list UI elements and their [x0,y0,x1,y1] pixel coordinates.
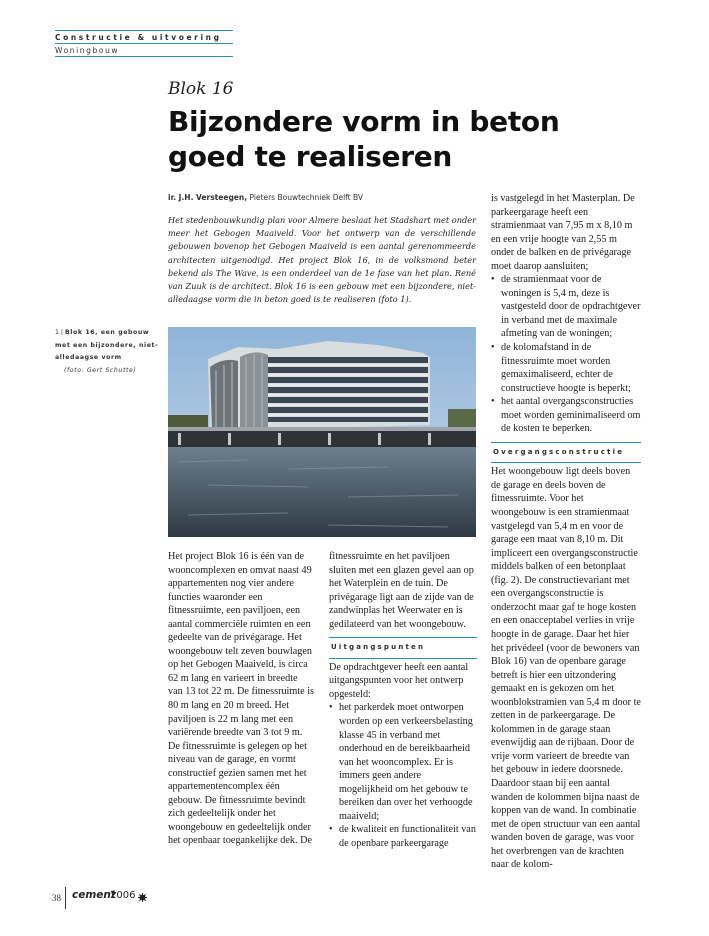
col3-paragraph-1: is vastgelegd in het Masterplan. De parkeergarage heeft een stramienmaat van 7,95 m x 8,10 m en een vrije hoogte van 2,55 m onder de balken en de privégarage moet daarop aansluiten; [491,193,635,272]
article-intro: Het stedenbouwkundig plan voor Almere beslaat het Stadshart met onder meer het Gebogen Maaiveld. Voor het ontwerp van de verschillende gebouwen bovenop het Gebogen Maaiveld is een aantal gerenommeerde architecten uitgenodigd. Het project Blok 16, in de volksmond beter bekend als The Wave, is een onderdeel van de 1e fase van het plan. René van Zuuk is de architect. Blok 16 is een gebouw met een bijzondere, niet-alledaagse vorm die in beton goed is te realiseren (foto 1). [168,215,476,305]
magazine-name: cement [72,889,116,901]
col2-paragraph-1: fitnessruimte en het paviljoen sluiten met een glazen gevel aan op het Waterplein en de tuin. De privégarage ligt aan de zijde van de zandwinplas het Weerwater en is gedilateerd van het woongebouw. [329,551,474,630]
magazine-logo-icon [138,893,147,902]
list-item: • het aantal overgangsconstructies moet worden geminimaliseerd om de kosten te beperken. [491,395,641,436]
body-column-2 [329,550,477,850]
list-item: • de kwaliteit en functionaliteit van de openbare parkeergarage [329,823,477,850]
author-name: ir. J.H. Versteegen, [168,193,248,202]
article-byline [168,193,363,202]
photo-credit: (foto: Gert Schutte) [64,366,137,374]
header-rule-top [55,30,233,31]
magazine-year: 2006 [110,890,136,901]
article-title-line-1: Bijzondere vorm in beton [168,105,560,138]
building-photo [168,327,476,537]
author-organization: Pieters Bouwtechniek Delft BV [249,193,364,202]
col3-bullet-list [491,273,641,436]
col1-paragraph-1: Het project Blok 16 is één van de wooncomplexen en omvat naast 49 appartementen nog vier andere functies waaronder een fitnessruimte, een paviljoen, een aantal commerciële ruimten en een gedeelte van de privégarage. Het woongebouw telt zeven bouwlagen op het Gebogen Maaiveld, is circa 62 m lang en varieert in breedte van 13 tot 22 m. De fitnessruimte is 80 m lang en 20 m breed. Het paviljoen is 22 m lang met een variërende breedte van 3 tot 9 m. [168,551,315,739]
section-label: Constructie & uitvoering [55,33,222,42]
subhead-uitgangspunten: Uitgangspunten [329,637,477,659]
subhead-overgangsconstructie: Overgangsconstructie [491,442,641,464]
col2-bullet-list [329,701,477,850]
article-series: Blok 16 [168,79,234,99]
photo-caption [55,327,160,377]
subsection-label: Woningbouw [55,46,120,55]
page-number: 38 [52,893,61,903]
footer-divider [65,887,66,909]
col3-paragraph-2: Het woongebouw ligt deels boven de garage en deels boven de fitnessruimte. Voor het woongebouw is een stramienmaat vastgelegd van 5,4 m en voor de garage een maat van 8,10 m. Dit impliceert een overgangsconstructie middels balken of een betonplaat (fig. 2). De constructievariant met een overgangsconstructie is onderzocht maar gaf te hoge kosten en een onacceptabel verlies in vrije hoogte in de garage. Daar het hier het privédeel (voor de bewoners van Blok 16) van de openbare garage betreft is hier een uitzondering gemaakt en is gekozen om het woonblokstramien van 5,4 m door te zetten in de parkeergarage. De kolommen in de garage staan evenwijdig aan de rijbaan. Door de vrije vorm varieert de breedte van het gebouw in iedere doorsnede. Daardoor staan bij een aantal wanden de kolommen bijna naast de koppen van de wand. In combinatie met de open structuur van een aantal wanden boven de garage, was voor het overbrengen van de krachten naar de kolom- [491,466,641,871]
photo-number: 1 | [55,329,63,336]
col2-paragraph-2: De opdrachtgever heeft een aantal uitgangspunten voor het ontwerp opgesteld: [329,661,469,700]
body-column-1 [168,550,314,848]
list-item: • de stramienmaat voor de woningen is 5,4 m, deze is vastgesteld door de opdrachtgever in verband met de maximale afmeting van de woningen; [491,273,641,341]
col1-paragraph-2: De fitnessruimte is gelegen op het niveau van de garage, en vormt constructief gezien samen met het appartementencomplex één gebouw. De fitnessruimte bevindt zich gedeeltelijk onder het woongebouw en gedeeltelijk onder het openbaar toegankelijke dek. De [168,740,312,847]
header-rule-bottom [55,56,233,57]
article-title [168,104,588,174]
article-title-line-2: goed te realiseren [168,140,453,173]
list-item: • de kolomafstand in de fitnessruimte moet worden gemaximaliseerd, echter de constructieve hoogte is beperkt; [491,341,641,395]
header-rule-middle [55,43,233,44]
list-item: • het parkerdek moet ontworpen worden op een verkeersbelasting klasse 45 in verband met onderhoud en de bereikbaarheid van het wooncomplex. Er is immers geen andere mogelijkheid om het gebouw te bereiken dan over het verhoogde maaiveld; [329,701,477,823]
photo-caption-text: Blok 16, een gebouw met een bijzondere, niet-alledaagse vorm [55,329,159,362]
body-column-3 [491,192,641,872]
